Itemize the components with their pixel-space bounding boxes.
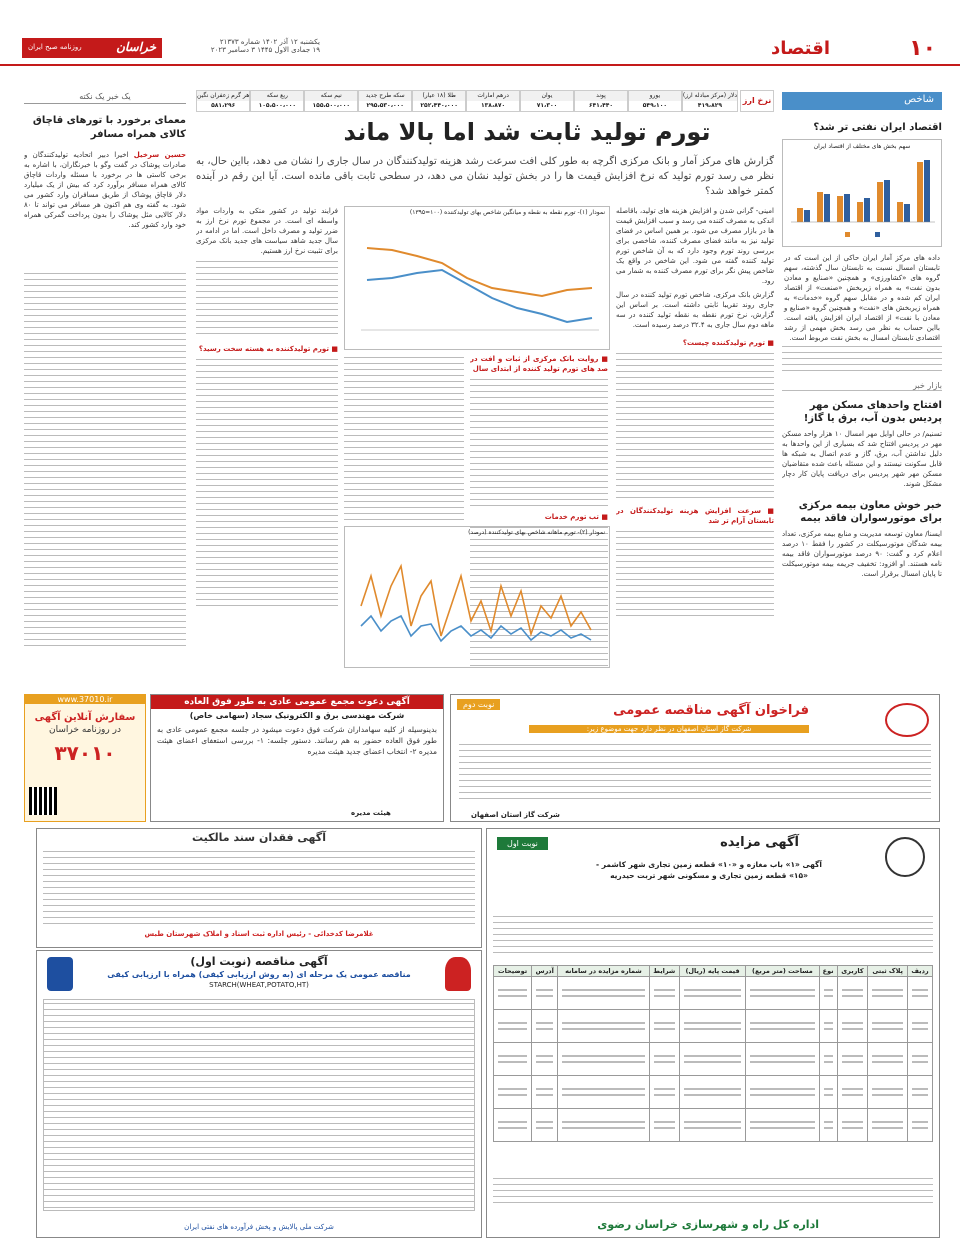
share-bar [817,192,823,222]
market-cell-value: ۱۳۸،۸۷۰ [480,102,506,109]
tender-ad-title: فراخوان آگهی مناقصه عمومی [613,703,809,718]
auction-table-cell [837,1043,868,1076]
chart2 [344,526,610,668]
auction-table-cell [649,977,679,1010]
auction-table-cell [532,1043,558,1076]
table-row [494,1076,933,1109]
news2-body: ایسنا/ معاون توسعه مدیریت و منابع بیمه مرکزی، تعداد بیمه شدگان موتورسیکلت در کشور را فقط ۱۰ درصد اعلام کرد و گفت: ۹۰ درصد موتورسواران فاقد بیمه نامه هستند. او افزود: تخفیف جریمه بیمه موتورسیکلت تا پایان امسال برقرار است. [782,530,942,578]
auction-table-cell [679,977,745,1010]
lead-col1: امینی- گرانی شدن و افزایش هزینه های تولید، باقاصله اندکی به مصرف کننده می رسد و سبب افزایش قیمت ها در بازار مصرف می شود. بر همین اساس در فضای تولید نیز به مانند فضای مصرف کننده، شاخصی برای بررسی روند تورم وجود دارد که به آن شاخص تورم تولید کننده گفته می شود. این شاخص در واقع یک شاخص پیش نگر برای تورم مصرف کننده به شمار می رود. گزارش بانک مرکزی، شاخص تورم تولید کننده در سال جاری روند تقریبا ثابتی داشته است. بر اساس این گزارش، نرخ تورم نقطه به نقطه تولید کننده در سه ماهه دوم سال جاری به ۳۲.۴ درصد رسیده است. ■ تورم تولیدکننده چیست؟ ■ سرعت افزایش هزینه تولیدکنندگان در تابستان آرام تر شد [616,206,774,666]
online-ad-phone: ۳۷۰۱۰ [54,741,116,765]
date-line: یکشنبه ۱۲ آذر ۱۴۰۲ شماره ۲۱۳۷۳ ۱۹ جمادی الاول ۱۴۴۵ ۳ دسامبر ۲۰۲۳ [210,38,320,54]
share-bar [864,198,870,222]
auction-table-cell [746,1076,820,1109]
brand-sub: روزنامه صبح ایران [28,43,82,51]
share-bar [897,202,903,222]
news1-title: افتتاح واحدهای مسکن مهر پردیس بدون آب، برق یا گاز! [803,400,942,424]
market-cell-label: ربع سکه [251,91,303,101]
market-cell-value: ۵۸۱،۲۹۶ [211,102,236,109]
chart2-series-line [361,566,591,636]
share-chart-svg [785,152,941,242]
auction-table-cell [819,977,837,1010]
auction-table-cell [494,1109,532,1142]
auction-table-cell [908,977,933,1010]
auction-table-cell [558,1076,649,1109]
market-cells [196,90,738,112]
share-bar [877,182,883,222]
auction-table-cell [532,1109,558,1142]
column-left [24,92,186,670]
lead-subtitle: گزارش های مرکز آمار و بانک مرکزی اگرچه به طور کلی افت سرعت رشد هزینه تولیدکنندگان در سال جاری را نشان می دهد، بااین حال، به نظر می رسد تورم تولید که نرخ افزایش قیمت ها را در بخش تولید نشان می دهد، در سطحی ثابت باقی مانده است. آیا این رقم در آینده کمتر خواهد شد؟ [196,156,774,197]
column-title: معمای برخورد با تورهای قاچاق کالای همراه مسافر [32,115,186,140]
heading-forecast: ■ تورم تولیدکننده به هسته سخت رسید؟ [198,345,338,353]
auction-title: آگهی مزایده [720,835,799,850]
gas-tender-org: شرکت ملی پالایش و پخش فرآورده های نفتی ایران [184,1223,334,1231]
lead-col3: فرایند تولید در کشور متکی به واردات مواد واسطه ای است. در مجموع تورم نرخ ارز به ضرر تولید و مصرف داخل است. اما در ادامه در سال جدید شاهد سیاست های جدید بانک مرکزی برای تثبیت نرخ ارز هستیم. ■ تورم تولیدکننده به هسته سخت رسید؟ [196,206,338,666]
auction-table-cell [819,1109,837,1142]
market-bar [196,90,774,112]
auction-table-cell [908,1076,933,1109]
share-bar [904,204,910,222]
heading-why: ■ تورم تولیدکننده چیست؟ [682,339,774,347]
auction-table-cell [494,1010,532,1043]
gas-tender-sub: مناقصه عمومی یک مرحله ای (به روش ارزیابی کیفی) همراه با ارزیابی کیفی [107,970,411,979]
meeting-ad-title: آگهی دعوت مجمع عمومی عادی به طور فوق العاده [151,695,443,709]
market-cell-value: ۴۱۹،۸۲۹ [697,102,723,109]
market-cell-label: سکه طرح جدید [359,91,411,101]
market-cell-label: درهم امارات [467,91,519,101]
meeting-ad-body: بدینوسیله از کلیه سهامداران شرکت فوق دعوت میشود در جلسه مجمع عمومی عادی به طور فوق العاده حضور به هم رسانند. دستور جلسه: ۱- بررسی استعفای اعضای هیئت مدیره ۲- انتخاب اعضای جدید هیئت مدیره [157,725,437,756]
market-news-label: بازار خبر [782,381,942,391]
tender-ad-round: نوبت دوم [457,699,500,710]
table-row [494,1043,933,1076]
heading-services: ■ تب تورم خدمات [544,513,608,521]
share-bar [917,162,923,222]
auction-table-cell [679,1010,745,1043]
heading-future: ■ روایت بانک مرکزی از ثبات و افت در صد های تورم تولید کننده از ابتدای سال [470,355,608,373]
chart1-series-line [367,248,592,296]
auction-table-cell [558,1010,649,1043]
auction-table [493,965,933,1142]
auction-table-header: توضیحات [494,966,532,977]
gas-tender-logo-icon [445,957,471,991]
market-cell [628,90,682,112]
auction-table-cell [819,1076,837,1109]
auction-table-cell [746,1010,820,1043]
tender-ad-sign: شرکت گاز استان اصفهان [471,811,560,819]
chart2-title: نمودار (۲)- تورم ماهانه شاخص بهای تولیدکننده (درصد) [468,529,605,536]
auction-table-cell [908,1043,933,1076]
auction-table-cell [649,1109,679,1142]
auction-table-cell [679,1109,745,1142]
table-row [494,977,933,1010]
market-cell [574,90,628,112]
share-bar [857,202,863,222]
market-cell-value: ۱۰۵،۵۰۰،۰۰۰ [258,102,297,109]
chart1-series-line [367,270,592,322]
auction-table-cell [558,1043,649,1076]
page-header [0,32,960,66]
auction-table-header: پلاک ثبتی [868,966,908,977]
meeting-ad [150,694,444,822]
auction-table-cell [868,1109,908,1142]
auction-round: نوبت اول [497,837,548,850]
share-bar [824,194,830,222]
market-cell-label: طلا (۱۸ عیار) [413,91,465,101]
chart1 [344,206,610,350]
market-cell-value: ۶۴۱،۴۴۰ [588,102,614,109]
market-cell-value: ۵۴۹،۱۰۰ [642,102,668,109]
market-cell-label: یوان [521,91,573,101]
chart2-svg [347,538,609,660]
heading-fast: ■ سرعت افزایش هزینه تولیدکنندگان در تابستان آرام تر شد [616,507,774,525]
sidebar-right [782,92,942,670]
market-cell-value: ۷۱،۳۰۰ [536,102,558,109]
auction-table-header: ردیف [908,966,933,977]
page-number: ۱۰ [909,36,936,61]
sidebar-body: داده های مرکز آمار ایران حاکی از این است که در تابستان امسال نسبت به تابستان سال گذشته، سهم گروه های «کشاورزی» و همچنین «صنایع و معادن بدون نفت» به همراه زیربخش «صنعت» از اقتصاد ایران کم شده و در مقابل سهم گروه «خدمات» به همراه زیربخش های «نفت» و همچنین گروه «صنایع و معادن با نفت» از اقتصاد ایران افزایش یافته است. بااین حساب به نظر می رسد بخش مهمی از رشد اقتصادی تابستان امسال به بخش نفت مربوط است. [782,253,942,373]
column-kicker: یک خبر یک نکته [24,92,186,104]
auction-table-cell [837,1109,868,1142]
tender-ad [450,694,940,822]
market-cell-label: پوند [575,91,627,101]
auction-table-cell [746,1043,820,1076]
lead-title: تورم تولید ثابت شد اما بالا ماند [343,118,711,146]
market-cell-label: یورو [629,91,681,101]
market-cell-value: ۱۵۵،۵۰۰،۰۰۰ [312,102,351,109]
market-cell-value: ۲۹۵،۵۳۰،۰۰۰ [366,102,404,109]
table-row [494,1010,933,1043]
section-title: اقتصاد [770,38,830,59]
market-cell [682,90,738,112]
brand-name: خراسان [116,40,156,54]
auction-ad [486,828,940,1238]
market-cell [358,90,412,112]
auction-table-cell [649,1043,679,1076]
lost-deed-title: آگهی فقدان سند مالکیت [192,831,326,844]
market-cell-label: نیم سکه [305,91,357,101]
auction-table-header: قیمت پایه (ریال) [679,966,745,977]
news1-body: تسنیم/ در حالی اوایل مهر امسال ۱۰ هزار واحد مسکن مهر در پردیس افتتاح شد که بسیاری از این واحدها به دلیل نداشتن آب، برق، گاز و عدم اتصال به شبکه ها قابل سکونت نیستند و این مسئله باعث شده متقاضیان مسکن مهر شهر پردیس برای دریافت پایان کار دچار مشکل شوند. [782,430,942,488]
auction-table-cell [908,1010,933,1043]
auction-table-cell [868,1076,908,1109]
online-ad-line1: سفارش آنلاین آگهی [34,712,136,723]
auction-table-cell [532,1076,558,1109]
news2-title: خبر خوش معاون بیمه مرکزی برای موتورسواران فاقد بیمه [798,500,942,524]
auction-org: اداره کل راه و شهرسازی خراسان رضوی [597,1218,819,1231]
auction-table-cell [532,977,558,1010]
lost-deed-ad [36,828,482,948]
market-cell [250,90,304,112]
meeting-ad-sign: هیئت مدیره [351,809,391,817]
market-cell [520,90,574,112]
auction-table-cell [649,1076,679,1109]
auction-table-header: آدرس [532,966,558,977]
auction-table-cell [819,1043,837,1076]
tender-ad-logo-icon [885,703,929,737]
market-cell [466,90,520,112]
table-row [494,1109,933,1142]
market-cell [412,90,466,112]
share-bar [797,208,803,222]
auction-table-cell [649,1010,679,1043]
auction-table-header: مساحت (متر مربع) [746,966,820,977]
column-body: حسین سرخیل اخیرا دبیر اتحادیه تولیدکنندگان و صادرات پوشاک در گفت وگو با خبرنگاران، با اشاره به برخی کاستی ها در برخورد با مسئله واردات قاچاق کالای همراه مسافر برآورد کرد که بیش از یک میلیارد دلار قاچاق پوشاک از طریق مسافران وارد کشور می شود. به گفته وی هم اکنون هر مسافر می تواند تا ۸۰ دلار کالایی مثل پوشاک را بدون پرداخت گمرکی همراه خود وارد کشور کند. [24,151,186,229]
lost-deed-sign: غلامرضا کدخدائی - رئیس اداره ثبت اسناد و املاک شهرستان طبس [144,930,374,938]
auction-table-cell [837,1010,868,1043]
gas-tender-ad [36,950,482,1238]
market-cell [196,90,250,112]
auction-table-header: نوع [819,966,837,977]
auction-table-cell [908,1109,933,1142]
share-bar [924,160,930,222]
tender-ad-sub: شرکت گاز استان اصفهان در نظر دارد جهت موضوع زیر: [529,725,809,733]
auction-table-cell [868,1043,908,1076]
share-chart [782,139,942,247]
gas-tender-title: آگهی مناقصه (نوبت اول) [190,955,328,968]
market-cell-value: ۲۵۲،۴۴۰،۰۰۰ [420,102,458,109]
auction-table-cell [679,1043,745,1076]
auction-table-cell [494,1043,532,1076]
auction-table-cell [746,1109,820,1142]
auction-table-cell [558,977,649,1010]
auction-table-cell [837,977,868,1010]
sidebar-label: شاخص [782,92,942,110]
auction-table-cell [494,1076,532,1109]
chart1-svg [347,218,609,342]
auction-table-cell [837,1076,868,1109]
auction-table-cell [679,1076,745,1109]
chart2-series-line [361,616,591,641]
share-chart-title: سهم بخش های مختلف از اقتصاد ایران [813,143,911,150]
sidebar-question: اقتصاد ایران نفتی تر شد؟ [813,122,942,133]
auction-table-cell [819,1010,837,1043]
auction-emblem-icon [885,837,925,877]
share-bar [844,194,850,222]
auction-table-header: کاربری [837,966,868,977]
meeting-ad-company: شرکت مهندسی برق و الکترونیک سجاد (سهامی خاص) [189,711,405,720]
market-cell-label: دلار (مرکز مبادله ارز) [682,92,737,99]
auction-table-cell [746,977,820,1010]
gas-tender-logo2-icon [47,957,73,991]
auction-table-header: شماره مزایده در سامانه [558,966,649,977]
auction-table-header: شرایط [649,966,679,977]
online-ad-line2: در روزنامه خراسان [49,725,121,735]
auction-table-cell [868,1010,908,1043]
auction-table-cell [558,1109,649,1142]
share-bar [837,196,843,222]
market-label: نرخ ارز [740,90,774,112]
chart1-title: نمودار (۱)- تورم نقطه به نقطه و میانگین شاخص بهای تولیدکننده (۱۰۰=۱۳۹۵) [409,209,605,216]
auction-table-cell [868,977,908,1010]
auction-sub: آگهی «۱» باب مغازه و «۱۰» قطعه زمین تجاری شهر کاشمر - «۱۵» قطعه زمین تجاری و مسکونی شهر تربت حیدریه [596,860,822,880]
column-byline: حسین سرخیل [133,151,186,159]
market-cell-label: هر گرم زعفران نگین [197,92,250,99]
auction-table-cell [532,1010,558,1043]
qr-code-icon [29,787,57,815]
online-ad [24,694,146,822]
brand-box [22,38,162,58]
share-bar [884,180,890,222]
online-ad-site: www.37010.ir [25,695,145,704]
auction-table-cell [494,977,532,1010]
gas-tender-code: STARCH(WHEAT,POTATO,HT) [209,981,309,989]
market-cell [304,90,358,112]
share-bar [804,210,810,222]
lead-col2b [344,354,464,522]
